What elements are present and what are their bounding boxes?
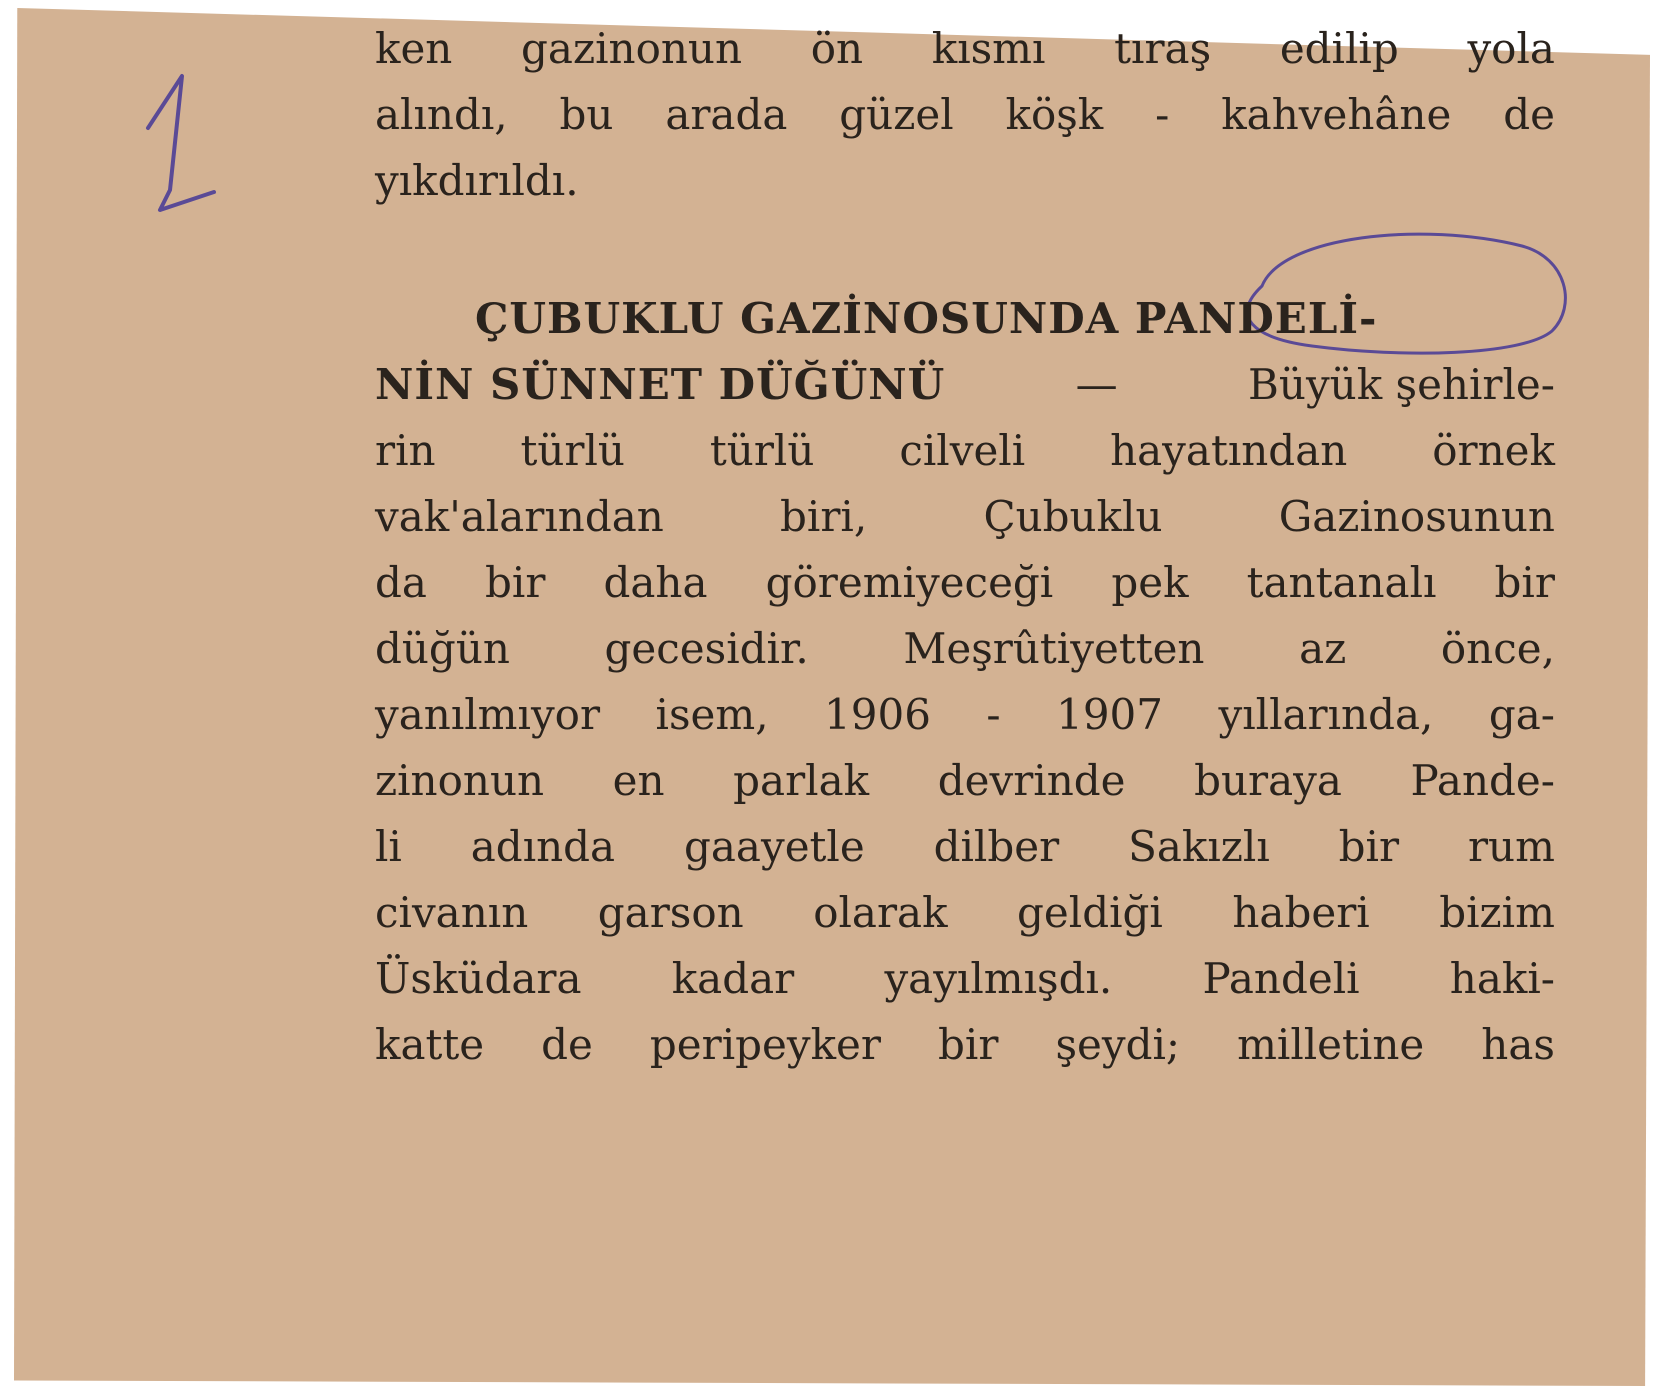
word: garson bbox=[597, 888, 744, 937]
word: edilip bbox=[1279, 24, 1399, 73]
heading-dash: — bbox=[1075, 360, 1118, 409]
word: önce, bbox=[1440, 624, 1555, 673]
word: Pandeli bbox=[1202, 954, 1360, 1003]
word: parlak bbox=[733, 756, 870, 805]
word: bir bbox=[1494, 558, 1555, 607]
word: kahvehâne bbox=[1221, 90, 1452, 139]
word: milletine bbox=[1237, 1020, 1425, 1069]
word: Gazinosunun bbox=[1278, 492, 1555, 541]
word: alındı, bbox=[375, 90, 508, 139]
word: Meşrûtiyetten bbox=[903, 624, 1205, 673]
word: civanın bbox=[375, 888, 529, 937]
word: pek bbox=[1111, 558, 1189, 607]
word: hayatından bbox=[1110, 426, 1348, 475]
word: gaayetle bbox=[684, 822, 865, 871]
word: az bbox=[1299, 624, 1347, 673]
word: adında bbox=[470, 822, 616, 871]
article-line bbox=[375, 418, 1555, 484]
word: rum bbox=[1467, 822, 1555, 871]
word: gecesidir. bbox=[604, 624, 809, 673]
article-line-rest: Büyük şehirle- bbox=[1248, 360, 1555, 409]
handwritten-page-number bbox=[140, 70, 230, 230]
word: vak'alarından bbox=[375, 492, 664, 541]
article-line bbox=[375, 82, 1555, 148]
word: göremiyeceği bbox=[765, 558, 1054, 607]
article-line bbox=[375, 748, 1555, 814]
article-line bbox=[375, 484, 1555, 550]
word: da bbox=[375, 558, 427, 607]
word: ön bbox=[810, 24, 864, 73]
word: li bbox=[375, 822, 402, 871]
word: 1907 bbox=[1056, 690, 1163, 739]
word: köşk bbox=[1005, 90, 1104, 139]
word: buraya bbox=[1194, 756, 1342, 805]
word: yanılmıyor bbox=[375, 690, 601, 739]
word: türlü bbox=[709, 426, 815, 475]
article-line bbox=[375, 352, 1555, 418]
article-heading-continuation: NİN SÜNNET DÜĞÜNÜ bbox=[375, 360, 946, 409]
word: de bbox=[1503, 90, 1555, 139]
word: en bbox=[612, 756, 665, 805]
word: rin bbox=[375, 426, 436, 475]
word: biri, bbox=[780, 492, 868, 541]
word: arada bbox=[665, 90, 788, 139]
word: katte bbox=[375, 1020, 485, 1069]
word: has bbox=[1481, 1020, 1555, 1069]
word: olarak bbox=[813, 888, 948, 937]
word: - bbox=[986, 690, 1001, 739]
word: 1906 bbox=[824, 690, 931, 739]
word: geldiği bbox=[1017, 888, 1163, 937]
word: - bbox=[1155, 90, 1170, 139]
article-heading: ÇUBUKLU GAZİNOSUNDA PANDELİ- bbox=[475, 294, 1378, 343]
word: tantanalı bbox=[1246, 558, 1437, 607]
word: zinonun bbox=[375, 756, 545, 805]
word: bir bbox=[485, 558, 546, 607]
word: türlü bbox=[520, 426, 625, 475]
word: bizim bbox=[1439, 888, 1555, 937]
word: Üsküdara bbox=[375, 954, 582, 1003]
article-line bbox=[375, 616, 1555, 682]
article-text bbox=[375, 16, 1555, 1078]
article-line bbox=[375, 682, 1555, 748]
word: ga- bbox=[1488, 690, 1555, 739]
word: Çubuklu bbox=[983, 492, 1163, 541]
word: daha bbox=[603, 558, 708, 607]
word: bir bbox=[938, 1020, 999, 1069]
word: bu bbox=[559, 90, 614, 139]
article-line bbox=[375, 814, 1555, 880]
article-line bbox=[375, 880, 1555, 946]
word: Sakızlı bbox=[1128, 822, 1270, 871]
word: isem, bbox=[655, 690, 769, 739]
article-line bbox=[375, 16, 1555, 82]
word: Pande- bbox=[1410, 756, 1555, 805]
word: de bbox=[541, 1020, 593, 1069]
word: düğün bbox=[375, 624, 510, 673]
word: kısmı bbox=[931, 24, 1046, 73]
word: devrinde bbox=[937, 756, 1126, 805]
word: haberi bbox=[1232, 888, 1370, 937]
word: gazinonun bbox=[521, 24, 743, 73]
article-line bbox=[375, 550, 1555, 616]
word: örnek bbox=[1432, 426, 1555, 475]
word: peripeyker bbox=[649, 1020, 881, 1069]
word: yayılmışdı. bbox=[884, 954, 1113, 1003]
word: şeydi; bbox=[1055, 1020, 1181, 1069]
article-line bbox=[375, 1012, 1555, 1078]
word: yıllarında, bbox=[1218, 690, 1434, 739]
word: dilber bbox=[933, 822, 1060, 871]
word: cilveli bbox=[899, 426, 1026, 475]
word: haki- bbox=[1449, 954, 1555, 1003]
word: güzel bbox=[839, 90, 954, 139]
word: kadar bbox=[671, 954, 795, 1003]
word: ken bbox=[375, 24, 453, 73]
word: yola bbox=[1467, 24, 1555, 73]
article-line: yıkdırıldı. bbox=[375, 156, 579, 205]
article-line bbox=[375, 946, 1555, 1012]
word: tıraş bbox=[1114, 24, 1212, 73]
word: bir bbox=[1338, 822, 1400, 871]
